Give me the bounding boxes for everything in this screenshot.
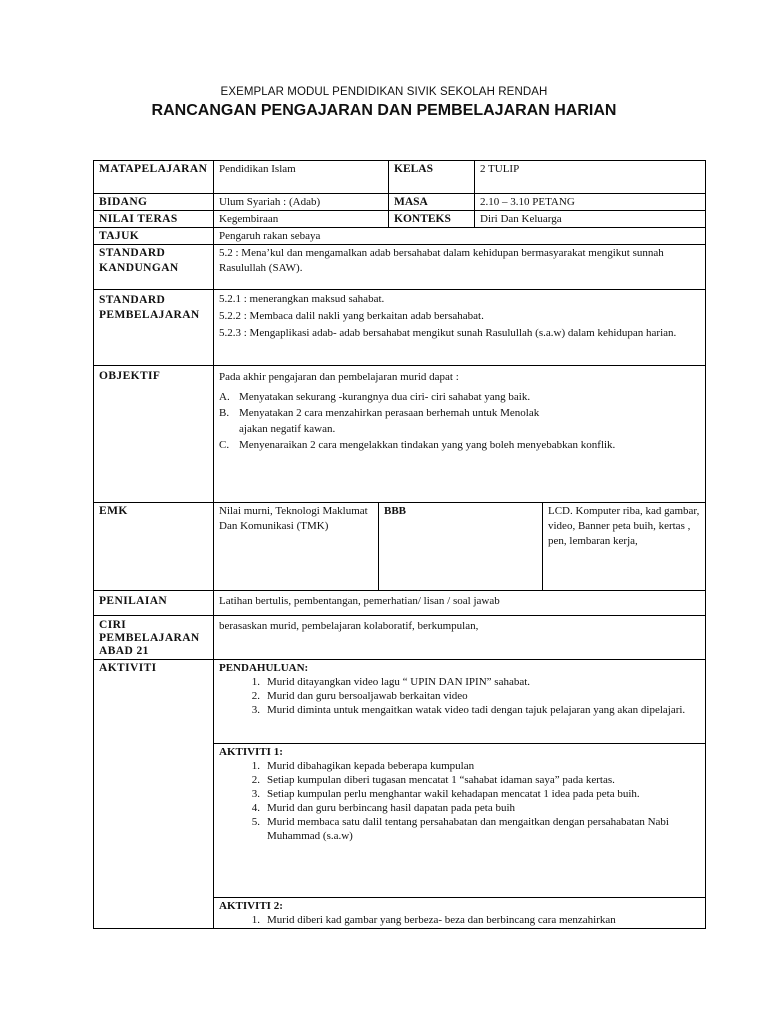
label-bidang: BIDANG: [94, 194, 214, 210]
objektif-intro: Pada akhir pengajaran dan pembelajaran murid dapat :: [219, 371, 459, 383]
value-standard-pembelajaran: [214, 290, 705, 365]
sp-line-3: 5.2.3 : Mengaplikasi adab- adab bersahabat mengikut sunah Rasulullah (s.a.w) dalam kehidupan harian.: [219, 327, 677, 339]
value-aktiviti: [214, 660, 705, 928]
value-penilaian: Latihan bertulis, pembentangan, pemerhatian/ lisan / soal jawab: [219, 595, 500, 607]
value-ciri-pembelajaran: berasaskan murid, pembelajaran kolaboratif, berkumpulan,: [219, 620, 479, 632]
label-bbb: BBB: [379, 503, 543, 590]
value-tajuk: Pengaruh rakan sebaya: [219, 230, 321, 242]
list-item: [219, 405, 700, 437]
objektif-text-c: Menyenaraikan 2 cara mengelakkan tindakan yang yang boleh menyebabkan konflik.: [239, 439, 616, 451]
value-matapelajaran: Pendidikan Islam: [214, 161, 389, 193]
objektif-marker-b: B.: [219, 407, 230, 419]
aktiviti-2-title: AKTIVITI 2:: [219, 900, 283, 912]
value-standard-kandungan: 5.2 : Mena’kul dan mengamalkan adab bersahabat dalam kehidupan bermasyarakat mengikut sunnah Rasulullah (SAW).: [219, 247, 664, 274]
objektif-text-a: Menyatakan sekurang -kurangnya dua ciri- ciri sahabat yang baik.: [239, 391, 531, 403]
label-emk: EMK: [94, 503, 214, 590]
label-standard-pembelajaran: STANDARD PEMBELAJARAN: [94, 290, 214, 365]
row-standard-kandungan: [94, 245, 705, 290]
row-ciri-pembelajaran: [94, 616, 705, 660]
row-emk: [94, 503, 705, 591]
list-item: 1. Murid diberi kad gambar yang berbeza- beza dan berbincang cara menzahirkan: [251, 914, 616, 926]
row-matapelajaran: [94, 161, 705, 194]
list-item: 1. Murid ditayangkan video lagu “ UPIN DAN IPIN” sahabat.: [251, 676, 531, 688]
lesson-plan-table: [93, 160, 706, 929]
value-masa: 2.10 – 3.10 PETANG: [480, 196, 575, 208]
list-item: 5. Murid membaca satu dalil tentang persahabatan dan mengaitkan dengan persahabatan Nabi Muhammad (s.a.w): [251, 815, 669, 842]
label-masa: MASA: [389, 194, 475, 210]
list-item: 1. Murid dibahagikan kepada beberapa kumpulan: [251, 759, 475, 772]
aktiviti-1-title: AKTIVITI 1:: [219, 745, 283, 758]
pendahuluan-title: PENDAHULUAN:: [219, 662, 309, 674]
list-item: 2. Setiap kumpulan diberi tugasan mencatat 1 “sahabat idaman saya” pada kertas.: [251, 773, 615, 786]
aktiviti-2-steps: [219, 913, 700, 927]
label-tajuk: TAJUK: [94, 228, 214, 244]
pendahuluan-steps: [219, 675, 700, 717]
value-nilai-teras: Kegembiraan: [214, 211, 389, 227]
list-item: 4. Murid dan guru berbincang hasil dapatan pada peta buih: [251, 801, 516, 814]
list-item: 3. Murid diminta untuk mengaitkan watak video tadi dengan tajuk pelajaran yang akan dipelajari.: [251, 704, 686, 716]
list-item: [219, 437, 700, 453]
value-objektif: [214, 366, 705, 502]
label-kelas: KELAS: [389, 161, 475, 193]
row-standard-pembelajaran: [94, 290, 705, 366]
label-ciri-pembelajaran: CIRI PEMBELAJARAN ABAD 21: [94, 616, 214, 659]
section-aktiviti-1: [214, 744, 705, 898]
sp-line-1: 5.2.1 : menerangkan maksud sahabat.: [219, 293, 385, 305]
row-bidang: [94, 194, 705, 211]
list-item: 3. Setiap kumpulan perlu menghantar wakil kehadapan mencatat 1 idea pada peta buih.: [251, 787, 640, 800]
label-matapelajaran: MATAPELAJARAN: [94, 161, 214, 193]
objektif-marker-c: C.: [219, 439, 230, 451]
row-nilai-teras: [94, 211, 705, 228]
row-tajuk: [94, 228, 705, 245]
section-aktiviti-2: [214, 898, 705, 928]
list-item: 2. Murid dan guru bersoaljawab berkaitan video: [251, 690, 468, 702]
module-subtitle: EXEMPLAR MODUL PENDIDIKAN SIVIK SEKOLAH RENDAH: [220, 86, 548, 98]
label-standard-kandungan: STANDARD KANDUNGAN: [94, 245, 214, 289]
label-penilaian: PENILAIAN: [94, 591, 214, 615]
section-pendahuluan: [214, 660, 705, 744]
aktiviti-1-steps: [219, 759, 700, 843]
objektif-list: [219, 389, 700, 453]
list-item: [219, 389, 700, 405]
value-konteks: Diri Dan Keluarga: [480, 213, 562, 225]
document-title: RANCANGAN PENGAJARAN DAN PEMBELAJARAN HARIAN: [151, 102, 617, 119]
row-penilaian: [94, 591, 705, 616]
label-konteks: KONTEKS: [389, 211, 475, 227]
value-kelas: 2 TULIP: [480, 163, 520, 175]
label-aktiviti: AKTIVITI: [94, 660, 214, 928]
objektif-text-b: Menyatakan 2 cara menzahirkan perasaan berhemah untuk Menolak ajakan negatif kawan.: [239, 407, 540, 435]
row-objektif: [94, 366, 705, 503]
value-bbb: LCD. Komputer riba, kad gambar, video, Banner peta buih, kertas , pen, lembaran kerja,: [548, 505, 700, 547]
label-objektif: OBJEKTIF: [94, 366, 214, 502]
objektif-marker-a: A.: [219, 391, 230, 403]
value-bidang: Ulum Syariah : (Adab): [214, 194, 389, 210]
value-emk: Nilai murni, Teknologi Maklumat Dan Komunikasi (TMK): [214, 503, 379, 590]
row-aktiviti: [94, 660, 705, 928]
label-nilai-teras: NILAI TERAS: [94, 211, 214, 227]
sp-line-2: 5.2.2 : Membaca dalil nakli yang berkaitan adab bersahabat.: [219, 310, 484, 322]
